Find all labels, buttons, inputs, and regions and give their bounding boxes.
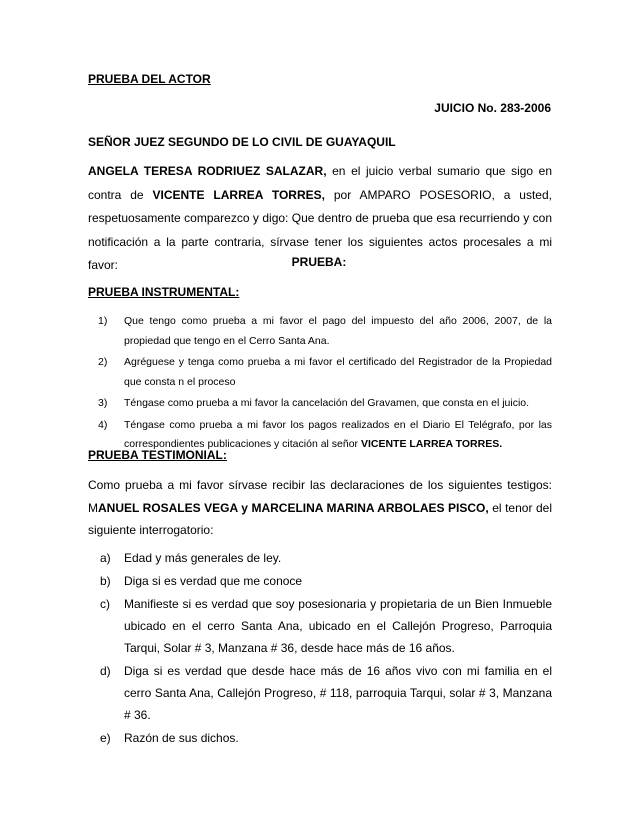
prueba-title: PRUEBA: (291, 255, 347, 269)
testimonial-title: PRUEBA TESTIMONIAL: (88, 448, 227, 462)
list-item (88, 593, 552, 659)
interrogatory-list (88, 547, 552, 750)
list-item (88, 570, 552, 592)
item-text: Téngase como prueba a mi favor los pagos realizados en el Diario El Telégrafo, por las correspondientes publicaciones y citación al señor (124, 418, 552, 450)
item-text: Téngase como prueba a mi favor la cancelación del Gravamen, que consta en el juicio. (124, 397, 530, 409)
item-text: Diga si es verdad que me conoce (124, 574, 303, 588)
item-text: Agréguese y tenga como prueba a mi favor el certificado del Registrador de la Propiedad que consta n el proceso (124, 356, 552, 388)
witness-names: ANUEL ROSALES VEGA y MARCELINA MARINA ARBOLAES PISCO, (98, 500, 489, 515)
item-text: Manifieste si es verdad que soy posesionaria y propietaria de un Bien Inmueble ubicado en el cerro Santa Ana, ubicado en el Callejón Progreso, Parroquia Tarqui, Solar # 3, Manzana # 36, desde hace más de 16 años. (124, 597, 552, 655)
plaintiff-name: ANGELA TERESA RODRIUEZ SALAZAR, (88, 164, 327, 178)
list-item (88, 394, 552, 414)
item-number: 4) (98, 418, 108, 431)
intro-text-2: por AMPARO POSESORIO, a usted, respetuosamente comparezco y digo: Que dentro de prueba que esa recurriendo y con notificación a la parte contraria, sírvase tener los siguientes actos procesales a mi favor: (88, 187, 552, 272)
testimonial-paragraph (88, 474, 552, 542)
instrumental-list (88, 312, 552, 457)
item-letter: d) (100, 664, 111, 678)
item-letter: a) (100, 551, 111, 565)
list-item (88, 727, 552, 749)
item-letter: b) (100, 574, 111, 588)
testimonial-text-2: el tenor del siguiente interrogatorio: (88, 500, 552, 537)
addressee: SEÑOR JUEZ SEGUNDO DE LO CIVIL DE GUAYAQUIL (88, 135, 396, 149)
item-text: Diga si es verdad que desde hace más de 16 años vivo con mi familia en el cerro Santa Ana, Callejón Progreso, # 118, parroquia Tarqui, solar # 3, Manzana # 36. (124, 664, 552, 722)
item-number: 2) (98, 356, 108, 368)
item-bold-name: VICENTE LARREA TORRES. (360, 438, 503, 450)
item-number: 1) (98, 315, 108, 327)
list-item (88, 547, 552, 569)
list-item (88, 353, 552, 392)
item-letter: e) (100, 731, 111, 745)
testimonial-text-1: Como prueba a mi favor sírvase recibir las declaraciones de los siguientes testigos: M (88, 478, 552, 515)
document-heading: PRUEBA DEL ACTOR (88, 72, 211, 86)
instrumental-title: PRUEBA INSTRUMENTAL: (88, 285, 240, 299)
case-number: JUICIO No. 283-2006 (434, 101, 551, 115)
intro-text-1: en el juicio verbal sumario que sigo en contra de (88, 164, 553, 202)
list-item (88, 312, 552, 351)
item-number: 3) (98, 397, 108, 409)
item-text: Edad y más generales de ley. (124, 551, 282, 565)
defendant-name: VICENTE LARREA TORRES, (152, 187, 325, 202)
item-text: Razón de sus dichos. (124, 731, 239, 745)
item-letter: c) (100, 597, 110, 611)
list-item (88, 660, 552, 726)
item-text: Que tengo como prueba a mi favor el pago del impuesto del año 2006, 2007, de la propiedad que tengo en el Cerro Santa Ana. (124, 315, 552, 347)
